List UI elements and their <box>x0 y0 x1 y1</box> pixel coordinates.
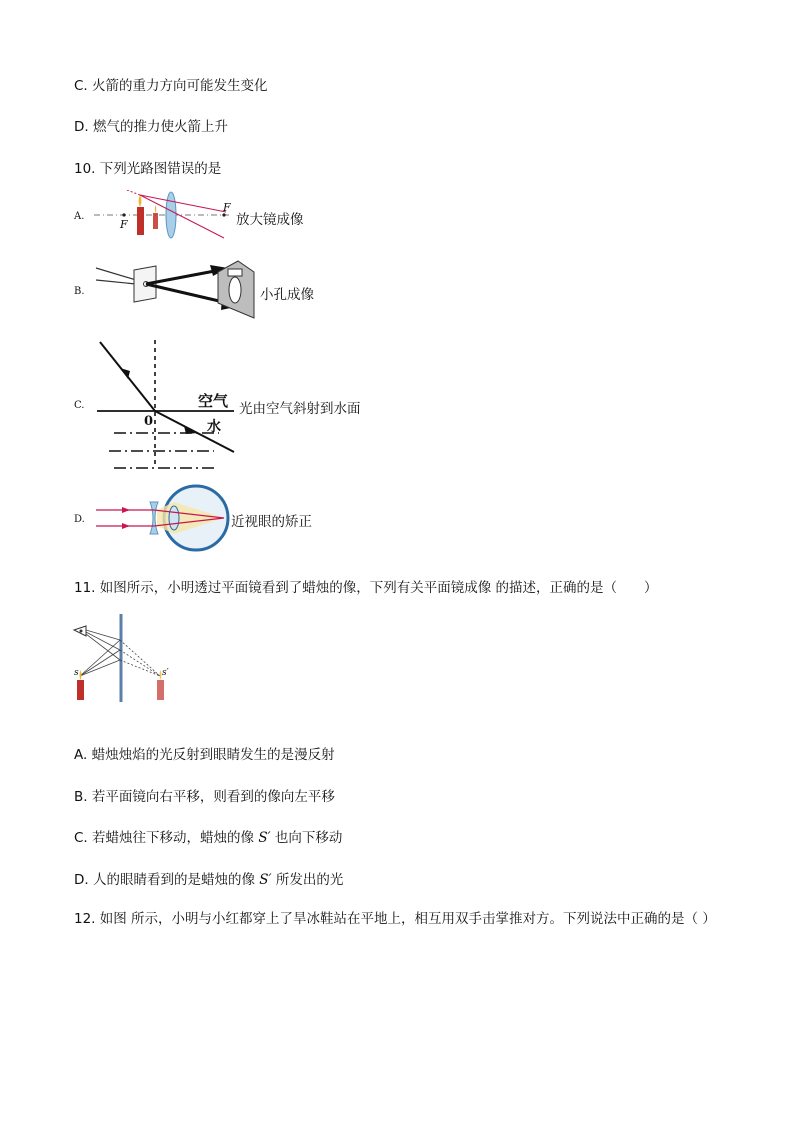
candle-image <box>157 680 164 700</box>
q11-option-c: C. 若蜡烛往下移动，蜡烛的像 S′ 也向下移动 <box>74 830 343 846</box>
water-label: 水 <box>207 419 221 435</box>
q10-d-caption: 近视眼的矫正 <box>231 514 312 530</box>
plane-mirror-diagram <box>72 612 172 704</box>
q11-option-b: B. 若平面镜向右平移，则看到的像向左平移 <box>74 789 335 805</box>
image-s-prime-label: s′ <box>162 668 169 678</box>
q9-option-d: D. 燃气的推力使火箭上升 <box>74 119 228 135</box>
candle-image <box>153 213 158 229</box>
candle <box>77 680 84 700</box>
q10-c-caption: 光由空气斜射到水面 <box>239 401 361 417</box>
q11-option-d: D. 人的眼睛看到的是蜡烛的像 S′ 所发出的光 <box>74 872 344 888</box>
q10-a-label: A. <box>74 211 85 222</box>
q10-stem: 10. 下列光路图错误的是 <box>74 161 222 177</box>
q10-b-caption: 小孔成像 <box>260 287 314 303</box>
convex-lens <box>166 192 176 238</box>
q12-stem: 12. 如图 所示，小明与小红都穿上了旱冰鞋站在平地上，相互用双手击掌推对方。下列说法中正确的是（ ） <box>74 911 716 927</box>
q11-option-a: A. 蜡烛烛焰的光反射到眼睛发生的是漫反射 <box>74 747 335 763</box>
air-label: 空气 <box>198 392 229 410</box>
q10-a-caption: 放大镜成像 <box>236 212 304 228</box>
concave-lens <box>150 502 158 534</box>
myopia-correction-diagram <box>94 484 234 554</box>
q9-option-c: C. 火箭的重力方向可能发生变化 <box>74 78 268 94</box>
q10-d-label: D. <box>74 514 85 525</box>
focal-point-right-label: F <box>223 201 231 214</box>
inverted-flame-image <box>229 277 241 303</box>
candle-s-label: s <box>74 668 79 678</box>
q10-c-label: C. <box>74 400 85 411</box>
q11-stem: 11. 如图所示，小明透过平面镜看到了蜡烛的像，下列有关平面镜成像 的描述，正确的是（ ） <box>74 580 658 596</box>
focal-point-left-label: F <box>120 218 128 231</box>
q10-b-label: B. <box>74 286 85 297</box>
candle-object <box>137 207 144 235</box>
magnifier-diagram <box>94 190 234 240</box>
origin-label: 0 <box>144 414 154 429</box>
pinhole-diagram <box>94 258 259 320</box>
eye-lens <box>169 506 179 530</box>
